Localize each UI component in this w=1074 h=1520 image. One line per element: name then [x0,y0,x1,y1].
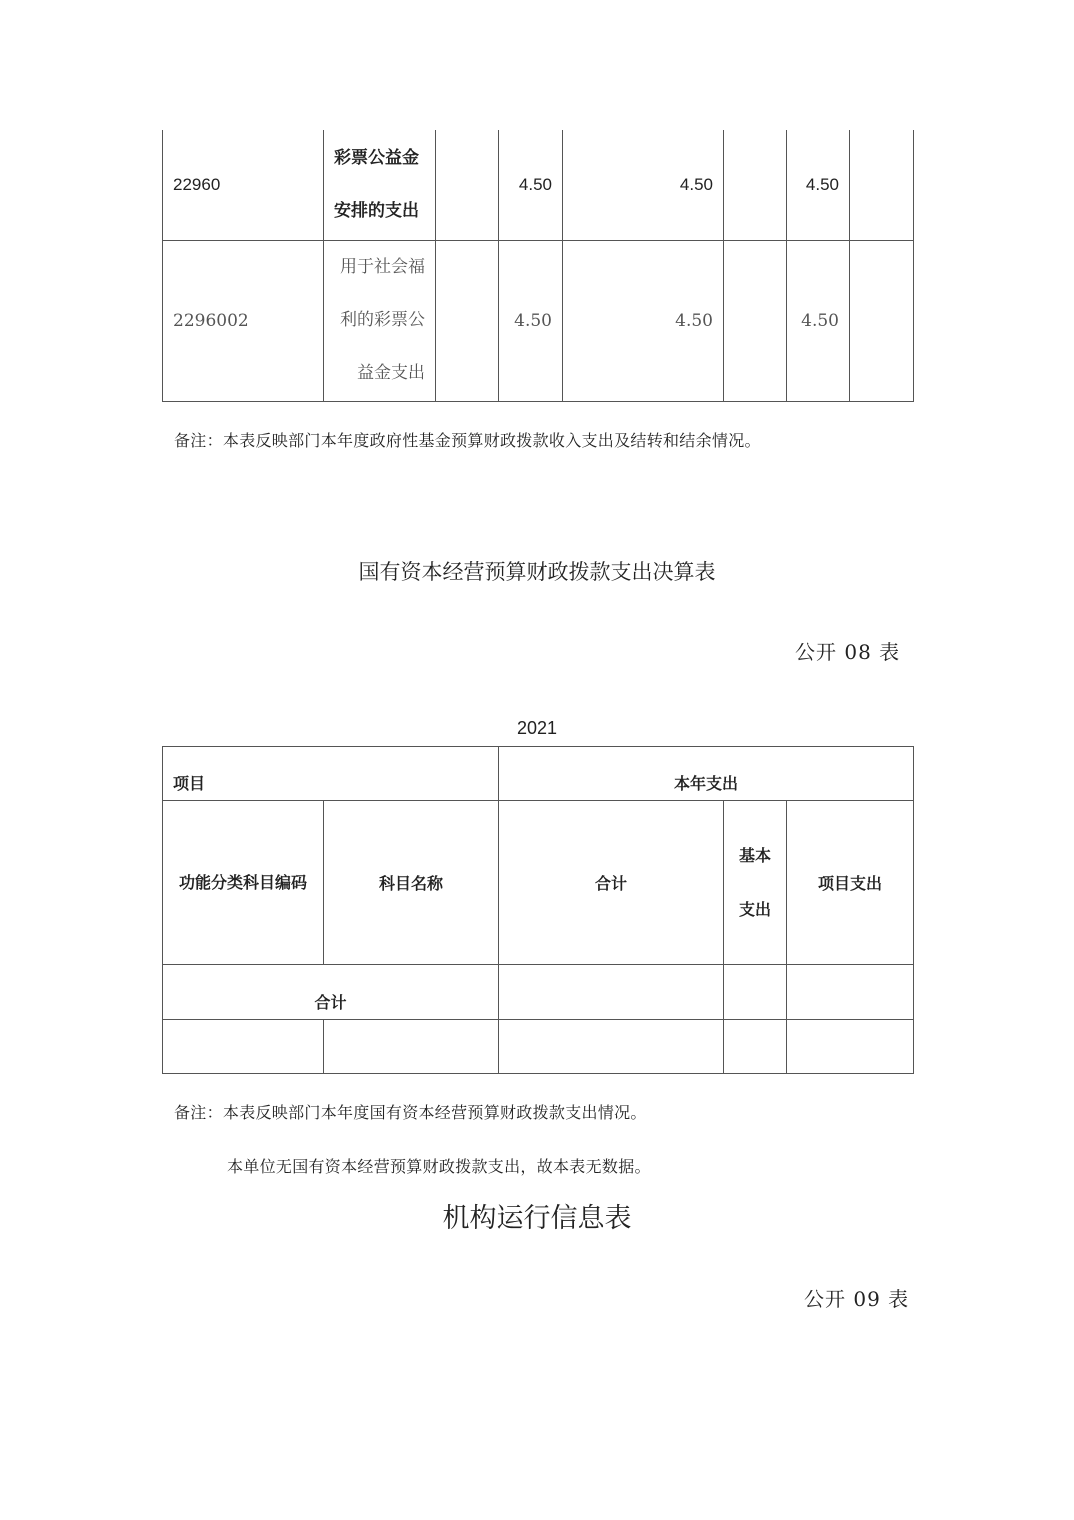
empty-cell [724,130,787,240]
empty-cell [850,240,914,401]
empty-cell [324,1020,499,1074]
section2-public-number: 公开 08 表 [795,640,901,664]
table-header-row [163,801,914,965]
table2-no-data-note: 本单位无国有资本经营预算财政拨款支出，故本表无数据。 [227,1157,651,1176]
total-row-label: 合计 [163,965,499,1020]
fund-budget-table-continued [162,130,914,402]
section3-public-number: 公开 09 表 [804,1287,910,1311]
row-value: 4.50 [499,130,563,240]
table2-note: 备注：本表反映部门本年度国有资本经营预算财政拨款支出情况。 [174,1103,647,1122]
empty-cell [724,1020,787,1074]
empty-cell [850,130,914,240]
section2-year: 2021 [516,718,558,738]
row-name: 用于社会福利的彩票公益金支出 [324,240,436,401]
empty-cell [787,965,914,1020]
empty-cell [787,1020,914,1074]
row-value: 4.50 [787,240,850,401]
row-value: 4.50 [499,240,563,401]
header-item: 项目 [163,747,499,801]
row-name: 彩票公益金安排的支出 [324,130,436,240]
row-code: 22960 [163,130,324,240]
header-func-code: 功能分类科目编码 [163,801,324,965]
section2-title: 国有资本经营预算财政拨款支出决算表 [358,560,716,584]
table-row [163,130,914,240]
row-value: 4.50 [563,240,724,401]
header-current-year-expense: 本年支出 [499,747,914,801]
empty-cell [724,240,787,401]
row-value: 4.50 [563,130,724,240]
empty-cell [436,130,499,240]
header-project-expense: 项目支出 [787,801,914,965]
empty-cell [436,240,499,401]
table-row [163,1020,914,1074]
table-row [163,240,914,401]
empty-cell [724,965,787,1020]
table1-note: 备注：本表反映部门本年度政府性基金预算财政拨款收入支出及结转和结余情况。 [174,431,761,450]
row-value: 4.50 [787,130,850,240]
header-total: 合计 [499,801,724,965]
header-basic-expense: 基本支出 [724,801,787,965]
section3-title: 机构运行信息表 [442,1203,632,1234]
empty-cell [499,965,724,1020]
empty-cell [163,1020,324,1074]
header-subject-name: 科目名称 [324,801,499,965]
row-code: 2296002 [163,240,324,401]
table-header-row [163,747,914,801]
state-capital-budget-table [162,746,914,1074]
total-row [163,965,914,1020]
empty-cell [499,1020,724,1074]
